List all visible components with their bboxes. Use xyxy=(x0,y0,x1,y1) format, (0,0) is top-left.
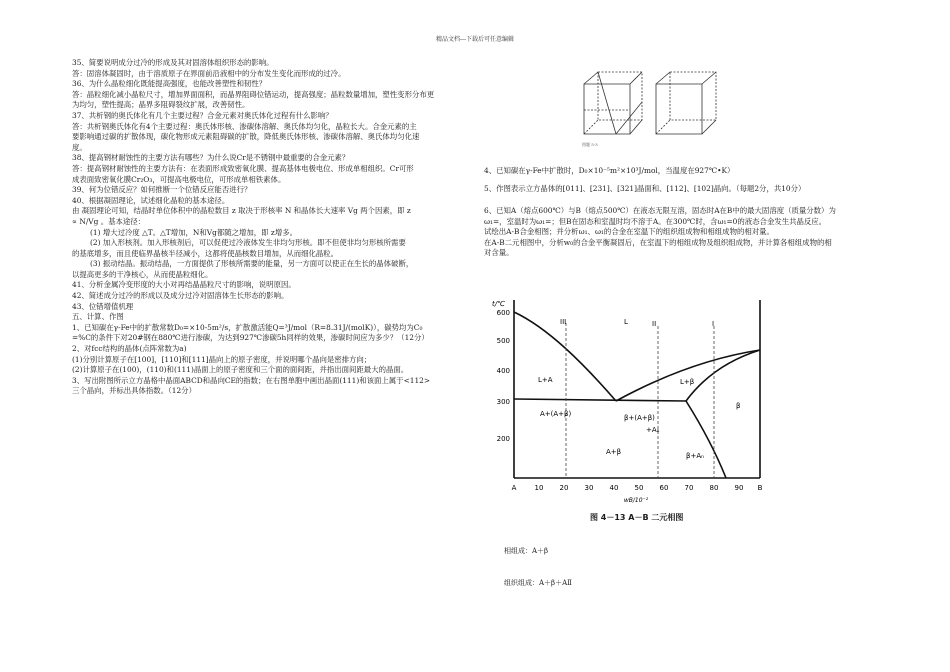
text-line: 对含量。 xyxy=(484,248,514,258)
text-line: 由 凝固理论可知，结晶时单位体积中的晶粒数目 z 取决于形核率 N 和晶体长大速率 Vg 两个因素，即 z xyxy=(72,206,411,216)
list-item: (3) 振动结晶。振动结晶，一方面提供了形核所需要的能量，另一方面可以使正在生长的晶体破断， xyxy=(90,259,414,269)
right-cube xyxy=(656,72,716,134)
text-line: =%C的条件下对20#钢在880℃进行渗碳，为达到927℃渗碳5h同样的效果，渗碳时间应为多少？（12分） xyxy=(72,333,429,343)
text-line: (2)计算原子在(100)，(110)和(111)晶面上的原子密度和三个面的面间距，并指出面间距最大的晶面。 xyxy=(72,365,409,375)
question-5: 5、作图表示立方晶体的[011]、[231]、[321]晶面和、[112]、[102]晶向。（每题2分，共10分） xyxy=(484,184,806,193)
list-item: (1) 增大过冷度 △T。△T增加，N和Vg都随之增加，即 z增多。 xyxy=(90,227,297,237)
text-line: 37、共析钢的奥氏体化有几个主要过程？合金元素对奥氏体化过程有什么影响？ xyxy=(72,110,333,120)
text-line: 1、已知碳在γ-Fe中的扩散常数D₀=×10-5m²/s，扩散激活能Q=³J/mol（R=8.31J/(molK)），碳势均为C₀ xyxy=(72,322,423,332)
text-line: ω₁=，室温时为ω₁=；但B在固态和室温时均不溶于A。在300℃时，含ω₁=0的液态合金发生共晶反应。 xyxy=(484,216,827,226)
figure-title: 图 4－13 A－B 二元相图 xyxy=(590,513,684,522)
alloy-mark: I xyxy=(712,320,715,328)
text-line: (1)分别计算原子在[100]，[110]和[111]晶向上的原子密度，并说明哪个晶向是密排方向； xyxy=(72,354,372,364)
alloy-mark: III xyxy=(560,318,567,326)
x-tick: 80 xyxy=(709,484,719,492)
structure-composition: 组织组成：A＋β＋AⅡ xyxy=(504,579,572,587)
x-tick: A xyxy=(511,484,517,492)
phase-diagram xyxy=(488,298,778,524)
left-cube xyxy=(584,72,642,134)
text-line: 三个晶向，并标出具体指数。（12分） xyxy=(72,386,196,396)
question-4: 4、已知碳在γ-Fe中扩散时，D₀×10⁻⁵m²×10³J/mol，当温度在927℃•K） xyxy=(484,166,735,175)
y-axis-label: t/℃ xyxy=(492,300,505,308)
text-line: 要影响通过碳的扩散体现，碳化物形成元素阻碍碳的扩散，降低奥氏体形核、渗碳体溶解、奥氏体均匀化速 xyxy=(72,132,420,142)
x-tick: 30 xyxy=(584,484,594,492)
left-column xyxy=(72,58,465,397)
alloy-mark: II xyxy=(652,320,657,328)
text-line: 2、对fcc结构的晶体(点阵常数为a) xyxy=(72,344,187,354)
text-line: ∝ N/Vg 。基本途径： xyxy=(72,216,146,226)
text-line: 五、计算、作图 xyxy=(72,312,124,322)
text-line: 试绘出A-B合金相图；并分析ω₁、ω₁的合金在室温下的组织组成物和相组成物的相对量。 xyxy=(484,227,774,237)
text-line: 36、为什么晶粒细化既能提高强度，也能改善塑性和韧性？ xyxy=(72,79,267,89)
y-tick: 400 xyxy=(496,367,510,375)
x-tick: 40 xyxy=(609,484,619,492)
right-column xyxy=(484,206,884,259)
text-line: 38、提高钢材耐蚀性的主要方法有哪些？为什么说Cr是不锈钢中最重要的合金元素？ xyxy=(72,153,350,163)
list-item: (2) 加入形核剂。加入形核剂后，可以促使过冷液体发生非均匀形核。即不但使非均匀形核所需要 xyxy=(90,238,406,248)
text-line: 为均匀，塑性提高；晶界多阻碍裂纹扩展，改善韧性。 xyxy=(72,100,250,110)
text-line: 40、根据凝固理论，试述细化晶粒的基本途径。 xyxy=(72,195,230,205)
x-tick: 90 xyxy=(734,484,744,492)
x-tick: 70 xyxy=(684,484,694,492)
page-header: 精品文档---下载后可任意编辑 xyxy=(435,36,515,43)
text-line: 35、简要说明成分过冷的形成及其对固溶体组织形态的影响。 xyxy=(72,58,274,67)
text-line: 成表面致密氧化膜Cr₂O₃，可提高电极电位，可形成单相铁素体。 xyxy=(72,174,286,184)
text-line: 39、何为位错反应？如何推断一个位错反应能否进行？ xyxy=(72,185,252,195)
y-tick: 300 xyxy=(496,398,510,406)
text-line: 6、已知A（熔点600℃）与B（熔点500℃）在液态无限互溶，固态时A在B中的最大固溶度（质量分数）为 xyxy=(484,206,836,215)
y-tick: 500 xyxy=(496,337,510,345)
region-label: A+(A+β) xyxy=(540,410,572,418)
text-line: 答：晶粒细化减小晶粒尺寸，增加界面面积，而晶界阻碍位错运动，提高强度；晶粒数量增加，塑性变形分布更 xyxy=(72,89,435,99)
list-item: 的基底增多，而且使临界晶核半径减小，这都将使晶核数目增加，从而细化晶粒。 xyxy=(72,248,339,258)
list-item: 以提高更多的干净核心，从而使晶粒细化。 xyxy=(72,269,213,279)
text-line: 41、分析金属冷变形度的大小对再结晶晶粒尺寸的影响，说明原因。 xyxy=(72,280,296,290)
region-label: +Aₙ xyxy=(646,426,660,434)
text-line: 3、写出附图所示立方晶格中晶面ABCD和晶向CE的指数；在右图单胞中画出晶面(111)和该面上属于<112> xyxy=(72,375,431,385)
x-tick: 10 xyxy=(534,484,544,492)
region-label: β+Aₙ xyxy=(686,452,704,460)
text-line: 答：共析钢奥氏体化有4个主要过程：奥氏体形核、渗碳体溶解、奥氏体均匀化，晶粒长大。合金元素的主 xyxy=(72,121,417,131)
text-line: 42、简述成分过冷的形成以及成分过冷对固溶体生长形态的影响。 xyxy=(72,291,289,301)
region-label: L xyxy=(624,318,628,326)
cube-figures xyxy=(576,62,726,148)
x-axis-label: wB/10⁻² xyxy=(623,497,649,504)
region-label: L+A xyxy=(538,376,553,384)
cube-caption: 图题 5-3 xyxy=(582,142,598,147)
y-tick: 600 xyxy=(496,309,510,317)
x-tick: B xyxy=(757,484,763,492)
text-line: 答：固溶体凝固时，由于溶质原子在界面前沿液相中的分布发生变化而形成的过冷。 xyxy=(72,68,346,78)
x-tick: 60 xyxy=(659,484,669,492)
text-line: 43、位错增值机理 xyxy=(72,301,134,311)
phase-composition: 相组成：A＋β xyxy=(504,547,549,555)
y-tick: 200 xyxy=(496,435,510,443)
region-label: A+β xyxy=(606,448,622,456)
x-tick: 20 xyxy=(559,484,569,492)
region-label: β+(A+β) xyxy=(624,414,655,422)
region-label: β xyxy=(736,402,741,410)
text-line: 答：提高钢材耐蚀性的主要方法有：在表面形成致密氧化膜、提高基体电极电位、形成单相组织。Cr可形 xyxy=(72,163,414,173)
x-tick: 50 xyxy=(634,484,644,492)
text-line: 在A-B二元相图中，分析w₀的合金平衡凝固后，在室温下的相组成物及组织组成物，并计算各相组成物的相 xyxy=(484,237,832,247)
text-line: 度。 xyxy=(72,142,87,152)
region-label: L+β xyxy=(680,378,695,386)
